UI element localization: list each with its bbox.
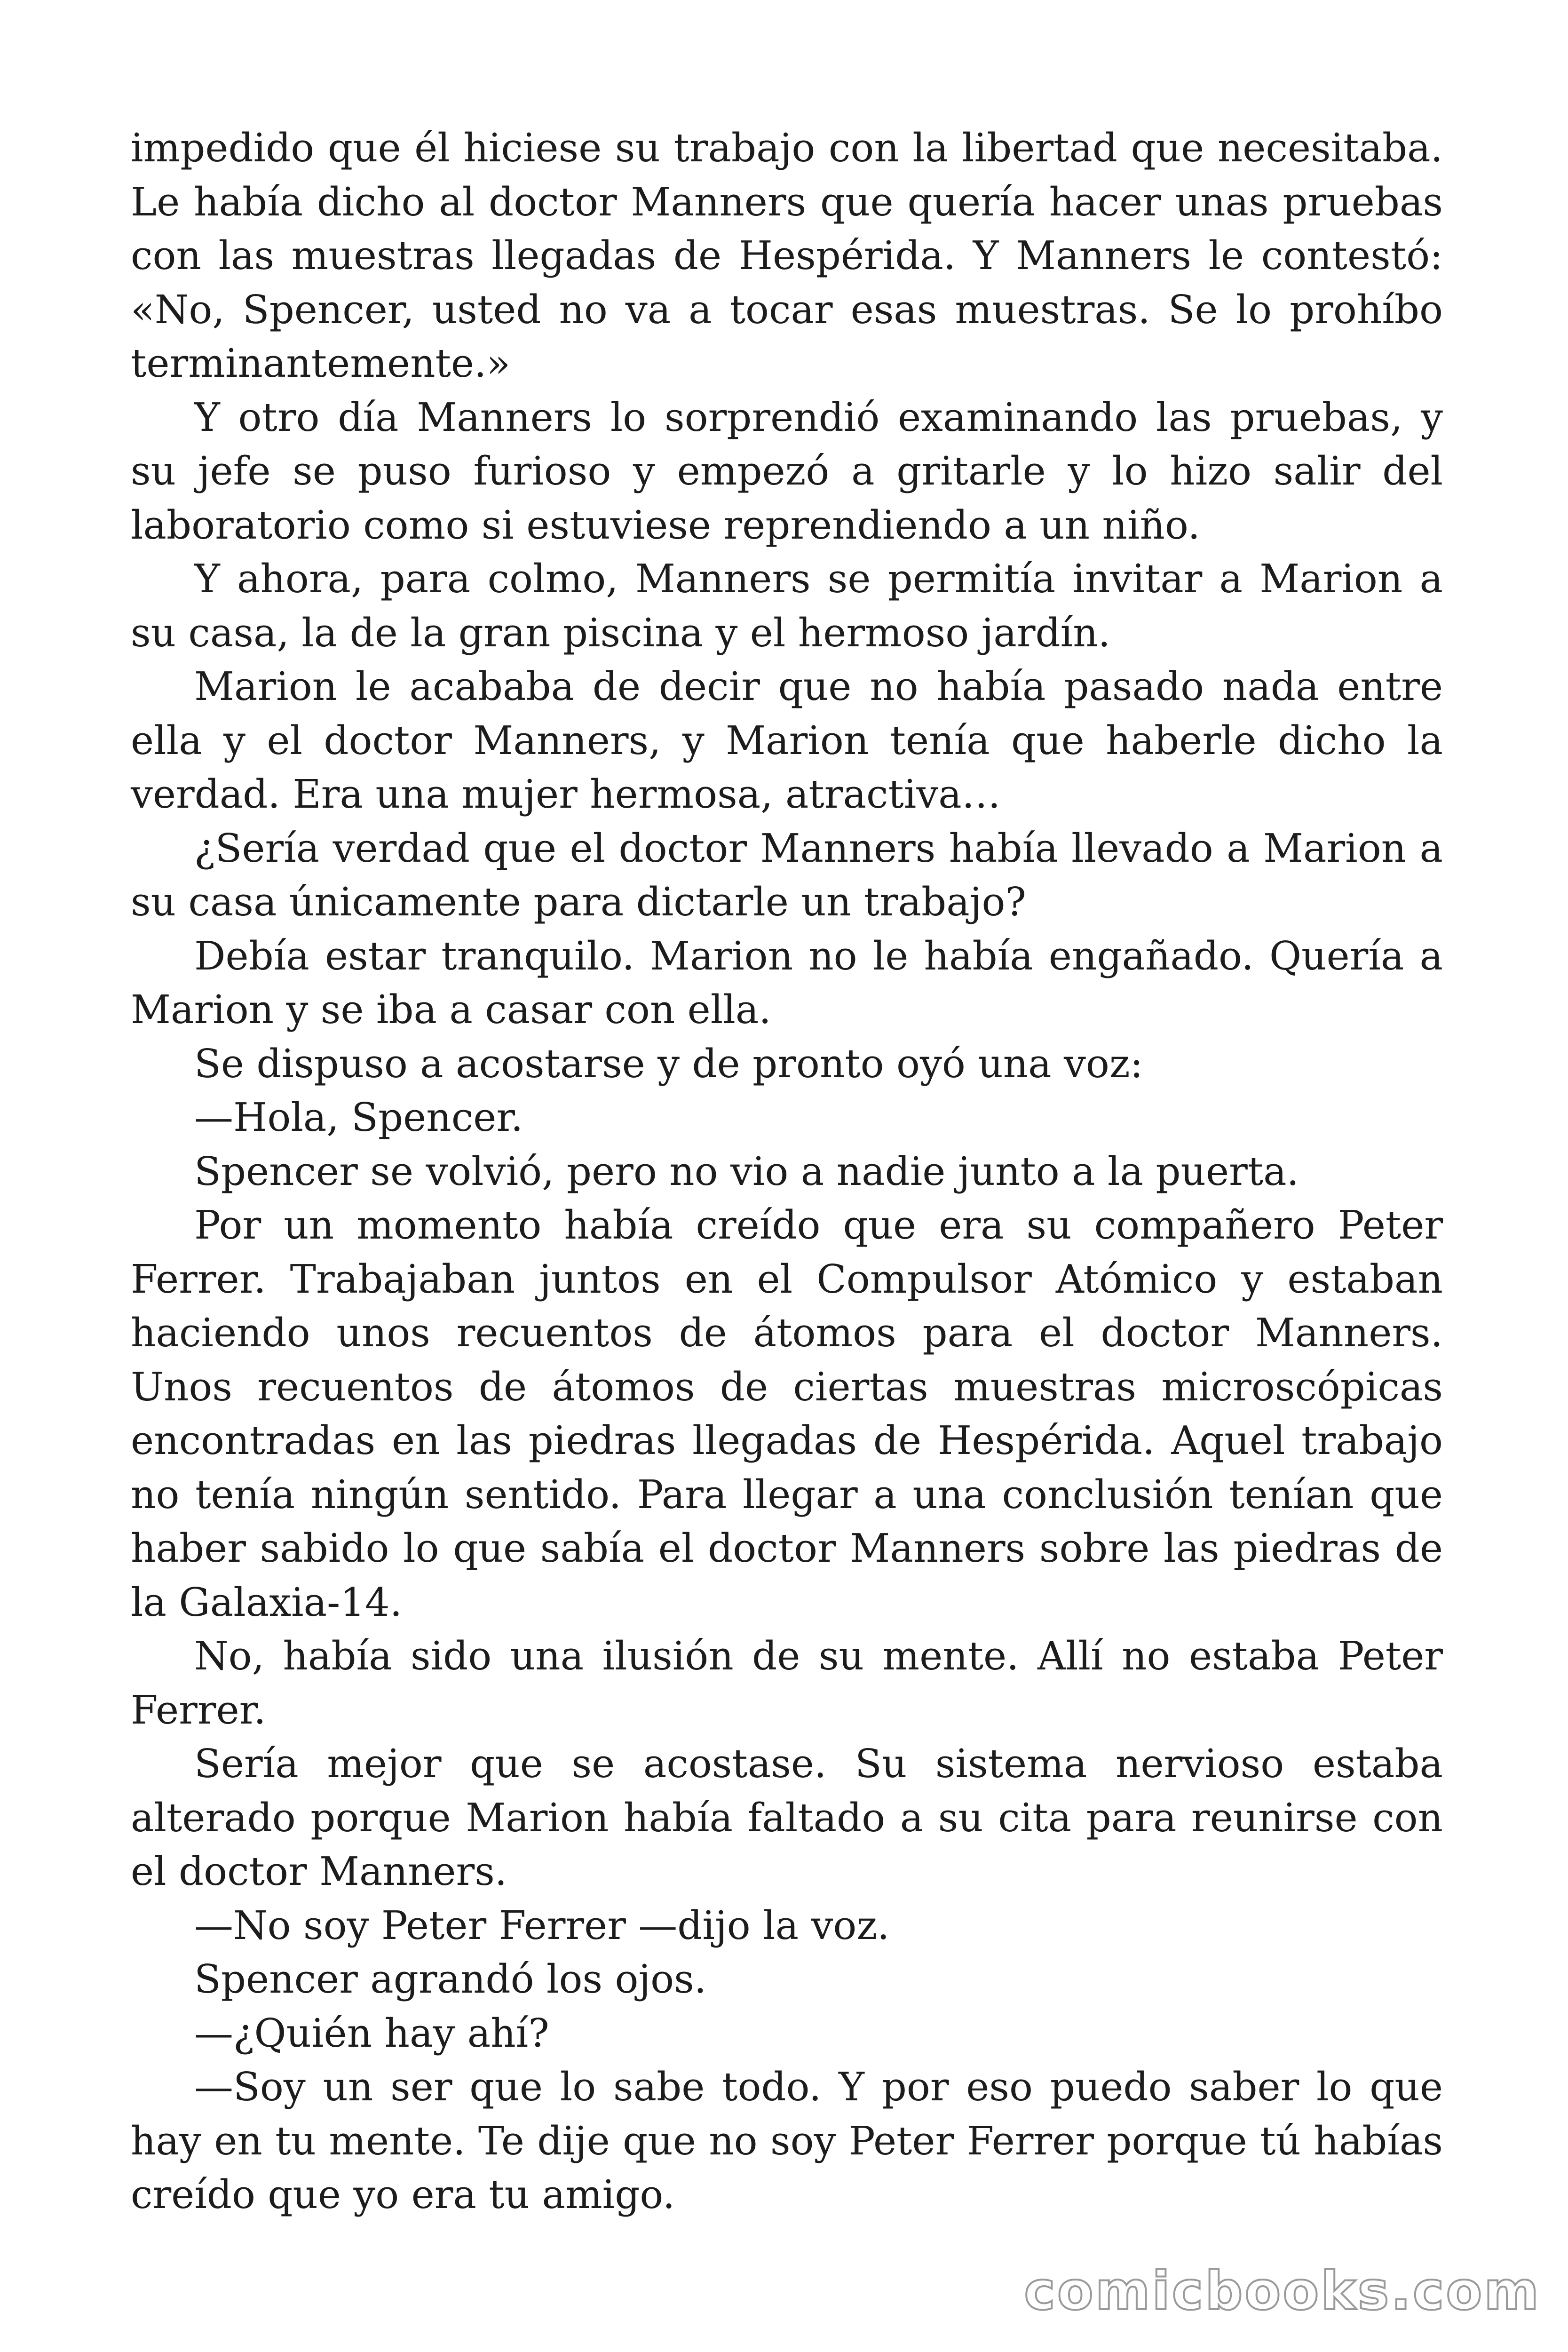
paragraph: ¿Sería verdad que el doctor Manners había llevado a Marion a su casa únicamente para dictarle un trabajo? — [131, 825, 1443, 925]
paragraph-continuation: impedido que él hiciese su trabajo con la libertad que necesitaba. Le había dicho al doctor Manners que quería hacer unas pruebas con las muestras llegadas de Hespérida. Y Manners le contestó: «No, Spencer, usted no va a tocar esas muestras. Se lo prohíbo terminantemente.» — [131, 125, 1443, 386]
watermark: comicbooks.com — [1024, 2261, 1541, 2322]
dialogue-line: —Hola, Spencer. — [194, 1095, 523, 1140]
paragraph: Y ahora, para colmo, Manners se permitía invitar a Marion a su casa, la de la gran piscina y el hermoso jardín. — [131, 556, 1443, 656]
paragraph: Por un momento había creído que era su compañero Peter Ferrer. Trabajaban juntos en el Compulsor Atómico y estaban haciendo unos recuentos de átomos para el doctor Manners. Unos recuentos de átomos de ciertas muestras microscópicas encontradas en las piedras llegadas de Hespérida. Aquel trabajo no tenía ningún sentido. Para llegar a una conclusión tenían que haber sabido lo que sabía el doctor Manners sobre las piedras de la Galaxia-14. — [131, 1202, 1443, 1625]
paragraph: Marion le acababa de decir que no había pasado nada entre ella y el doctor Manners, y Marion tenía que haberle dicho la verdad. Era una mujer hermosa, atractiva… — [131, 664, 1443, 817]
paragraph: Spencer se volvió, pero no vio a nadie junto a la puerta. — [194, 1148, 1299, 1194]
paragraph: Se dispuso a acostarse y de pronto oyó una voz: — [194, 1041, 1143, 1087]
paragraph: Sería mejor que se acostase. Su sistema nervioso estaba alterado porque Marion había faltado a su cita para reunirse con el doctor Manners. — [131, 1741, 1443, 1894]
dialogue-line: —Soy un ser que lo sabe todo. Y por eso puedo saber lo que hay en tu mente. Te dije que no soy Peter Ferrer porque tú habías creído que yo era tu amigo. — [131, 2064, 1443, 2217]
paragraph: No, había sido una ilusión de su mente. Allí no estaba Peter Ferrer. — [131, 1633, 1443, 1733]
dialogue-line: —¿Quién hay ahí? — [194, 2010, 549, 2056]
page-text — [131, 121, 1443, 2222]
paragraph: Y otro día Manners lo sorprendió examinando las pruebas, y su jefe se puso furioso y empezó a gritarle y lo hizo salir del laboratorio como si estuviese reprendiendo a un niño. — [131, 394, 1443, 548]
dialogue-line: —No soy Peter Ferrer —dijo la voz. — [194, 1902, 890, 1948]
paragraph: Spencer agrandó los ojos. — [194, 1956, 707, 2002]
paragraph: Debía estar tranquilo. Marion no le había engañado. Quería a Marion y se iba a casar con ella. — [131, 933, 1443, 1033]
